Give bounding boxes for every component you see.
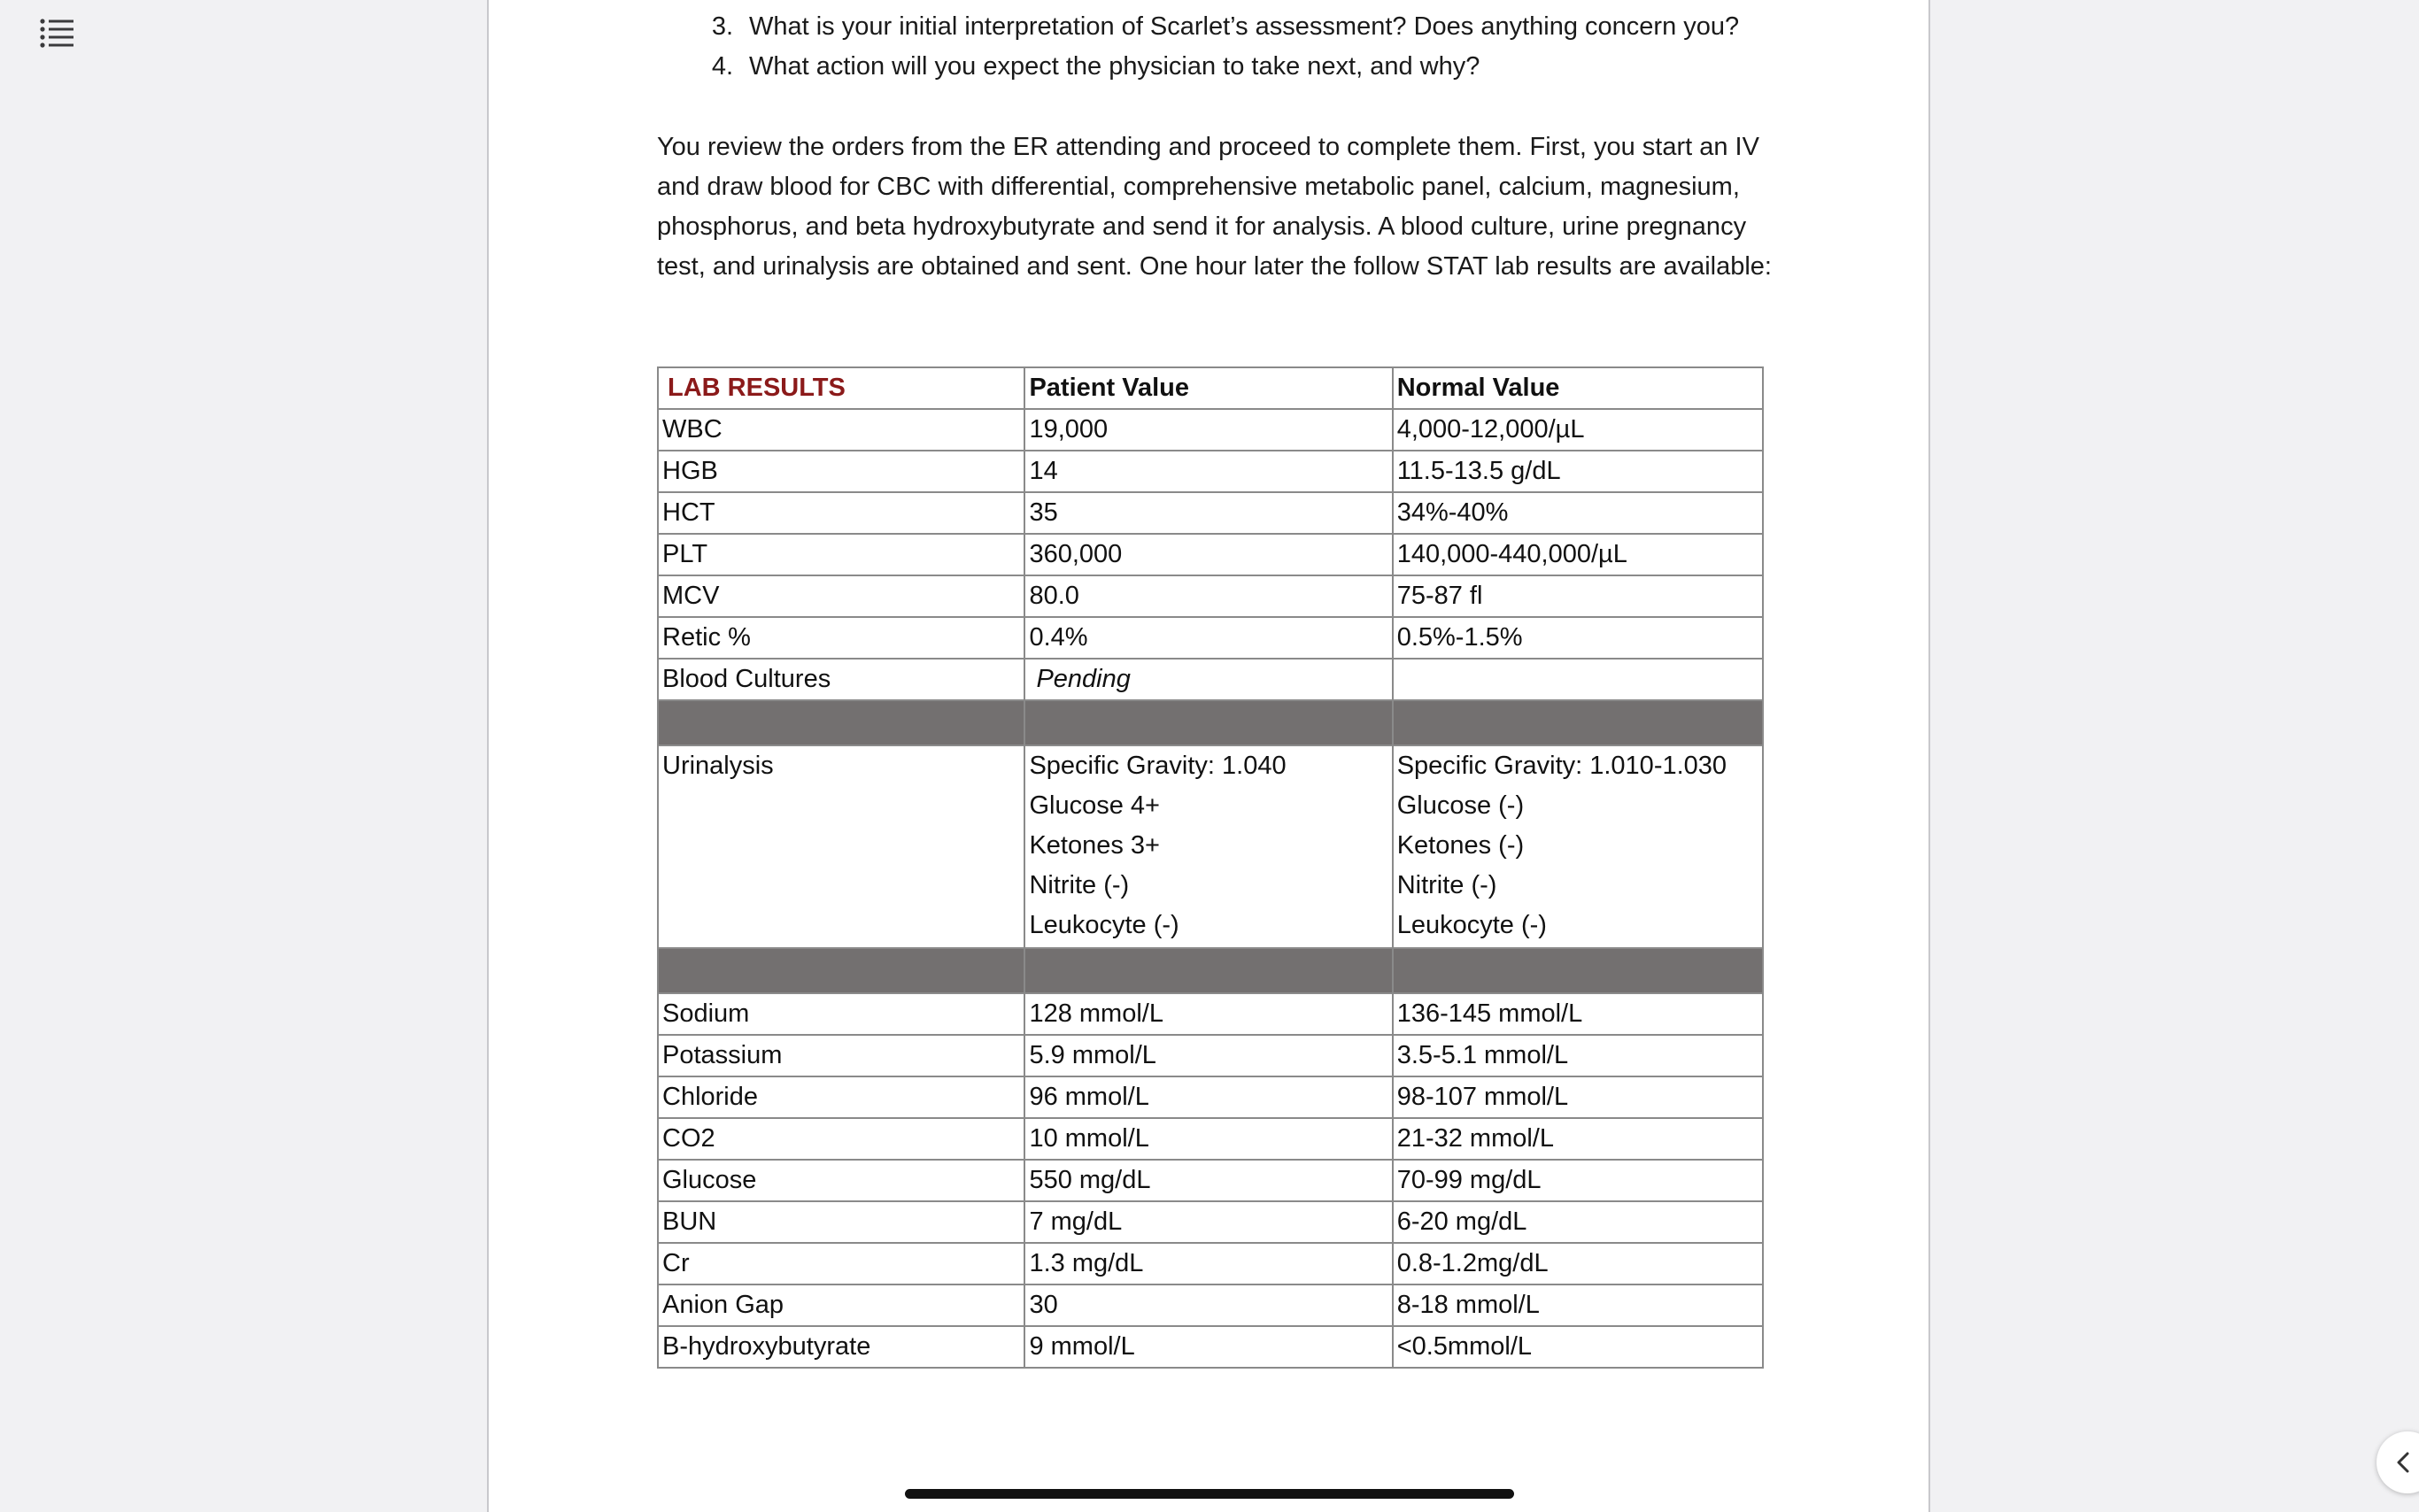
patient-value-cell: 19,000 — [1024, 409, 1392, 451]
normal-value-cell: 136-145 mmol/L — [1393, 993, 1763, 1035]
normal-value-cell: 8-18 mmol/L — [1393, 1284, 1763, 1326]
patient-value-cell: 30 — [1024, 1284, 1392, 1326]
normal-value-cell: 11.5-13.5 g/dL — [1393, 451, 1763, 492]
normal-value-cell: 70-99 mg/dL — [1393, 1160, 1763, 1201]
normal-value-cell: 6-20 mg/dL — [1393, 1201, 1763, 1243]
question-number: 3. — [711, 12, 733, 41]
separator-cell — [1024, 700, 1392, 745]
table-row — [658, 1118, 1763, 1160]
lab-name-cell: Retic % — [658, 617, 1024, 659]
lab-name-cell: HGB — [658, 451, 1024, 492]
normal-value-cell: <0.5mmol/L — [1393, 1326, 1763, 1368]
patient-value-cell: 35 — [1024, 492, 1392, 534]
normal-value-cell: 0.5%-1.5% — [1393, 617, 1763, 659]
lab-name-cell: CO2 — [658, 1118, 1024, 1160]
separator-cell — [658, 948, 1024, 993]
patient-value-cell: 10 mmol/L — [1024, 1118, 1392, 1160]
urinalysis-line: Leukocyte (-) — [1029, 911, 1179, 939]
table-row — [658, 1035, 1763, 1076]
table-row — [658, 534, 1763, 575]
lab-results-table — [657, 366, 1764, 1369]
normal-value-cell: 3.5-5.1 mmol/L — [1393, 1035, 1763, 1076]
separator-cell — [1393, 700, 1763, 745]
lab-name-cell: Potassium — [658, 1035, 1024, 1076]
patient-value-cell: 360,000 — [1024, 534, 1392, 575]
table-separator-row — [658, 948, 1763, 993]
urinalysis-line: Nitrite (-) — [1396, 871, 1497, 899]
normal-value-cell — [1393, 745, 1763, 948]
table-row — [658, 1284, 1763, 1326]
lab-name-cell: Chloride — [658, 1076, 1024, 1118]
separator-cell — [658, 700, 1024, 745]
urinalysis-line: Ketones (-) — [1396, 831, 1525, 860]
table-header-row — [658, 367, 1763, 409]
table-separator-row — [658, 700, 1763, 745]
urinalysis-row — [658, 745, 1763, 948]
table-row — [658, 1201, 1763, 1243]
question-item — [657, 47, 1773, 87]
question-item — [657, 7, 1773, 47]
normal-value-cell — [1393, 659, 1763, 700]
normal-value-cell: 98-107 mmol/L — [1393, 1076, 1763, 1118]
patient-value-cell: 0.4% — [1024, 617, 1392, 659]
lab-name-cell: Blood Cultures — [658, 659, 1024, 700]
table-row — [658, 492, 1763, 534]
patient-value-cell: 5.9 mmol/L — [1024, 1035, 1392, 1076]
normal-value-heading: Normal Value — [1393, 367, 1763, 409]
normal-value-cell: 4,000-12,000/µL — [1393, 409, 1763, 451]
normal-value-cell: 0.8-1.2mg/dL — [1393, 1243, 1763, 1284]
lab-name-cell: PLT — [658, 534, 1024, 575]
patient-value-cell — [1024, 745, 1392, 948]
normal-value-cell: 75-87 fl — [1393, 575, 1763, 617]
lab-results-heading: LAB RESULTS — [658, 367, 1024, 409]
lab-name-cell: Cr — [658, 1243, 1024, 1284]
table-row — [658, 409, 1763, 451]
urinalysis-line: Glucose 4+ — [1029, 791, 1160, 820]
table-row — [658, 1243, 1763, 1284]
lab-name-cell: Glucose — [658, 1160, 1024, 1201]
normal-value-cell: 34%-40% — [1393, 492, 1763, 534]
lab-name-cell: Sodium — [658, 993, 1024, 1035]
table-row — [658, 1160, 1763, 1201]
patient-value-cell: 9 mmol/L — [1024, 1326, 1392, 1368]
urinalysis-line: Nitrite (-) — [1029, 871, 1130, 899]
urinalysis-line: Ketones 3+ — [1029, 831, 1160, 860]
patient-value-cell: 1.3 mg/dL — [1024, 1243, 1392, 1284]
urinalysis-line: Leukocyte (-) — [1396, 911, 1547, 939]
lab-name-cell: Urinalysis — [658, 745, 1024, 948]
patient-value-heading: Patient Value — [1024, 367, 1392, 409]
lab-name-cell: HCT — [658, 492, 1024, 534]
list-outline-icon — [39, 18, 74, 48]
patient-value-cell: 7 mg/dL — [1024, 1201, 1392, 1243]
table-row — [658, 451, 1763, 492]
table-row — [658, 993, 1763, 1035]
table-row — [658, 1326, 1763, 1368]
table-row — [658, 617, 1763, 659]
normal-value-cell: 21-32 mmol/L — [1393, 1118, 1763, 1160]
patient-value-cell: 96 mmol/L — [1024, 1076, 1392, 1118]
chevron-left-icon — [2392, 1451, 2415, 1474]
separator-cell — [1024, 948, 1392, 993]
collapse-panel-button[interactable] — [2376, 1431, 2419, 1493]
table-row — [658, 659, 1763, 700]
home-indicator[interactable] — [905, 1489, 1514, 1499]
document-page — [487, 0, 1930, 1512]
lab-name-cell: MCV — [658, 575, 1024, 617]
patient-value-cell: Pending — [1024, 659, 1392, 700]
orders-paragraph: You review the orders from the ER attending and proceed to complete them. First, you start an IV and draw blood for CBC with differential, comprehensive metabolic panel, calcium, magnesium, phosphorus, and beta hydroxybutyrate and send it for analysis. A blood culture, urine pregnancy test, and urinalysis are obtained and sent. One hour later the follow STAT lab results are available: — [657, 133, 1772, 281]
urinalysis-line: Specific Gravity: 1.040 — [1029, 752, 1287, 780]
patient-value-cell: 128 mmol/L — [1024, 993, 1392, 1035]
lab-name-cell: Anion Gap — [658, 1284, 1024, 1326]
urinalysis-line: Glucose (-) — [1396, 791, 1525, 820]
lab-name-cell: BUN — [658, 1201, 1024, 1243]
question-text: What action will you expect the physician to take next, and why? — [749, 52, 1480, 81]
question-number: 4. — [711, 52, 733, 81]
table-row — [658, 1076, 1763, 1118]
lab-name-cell: B-hydroxybutyrate — [658, 1326, 1024, 1368]
normal-value-cell: 140,000-440,000/µL — [1393, 534, 1763, 575]
outline-toggle-button[interactable] — [39, 18, 85, 57]
patient-value-cell: 80.0 — [1024, 575, 1392, 617]
question-text: What is your initial interpretation of Scarlet’s assessment? Does anything concern you? — [749, 12, 1740, 41]
patient-value-cell: 550 mg/dL — [1024, 1160, 1392, 1201]
table-row — [658, 575, 1763, 617]
question-list — [657, 7, 1773, 87]
urinalysis-line: Specific Gravity: 1.010-1.030 — [1396, 752, 1727, 780]
lab-name-cell: WBC — [658, 409, 1024, 451]
separator-cell — [1393, 948, 1763, 993]
patient-value-cell: 14 — [1024, 451, 1392, 492]
